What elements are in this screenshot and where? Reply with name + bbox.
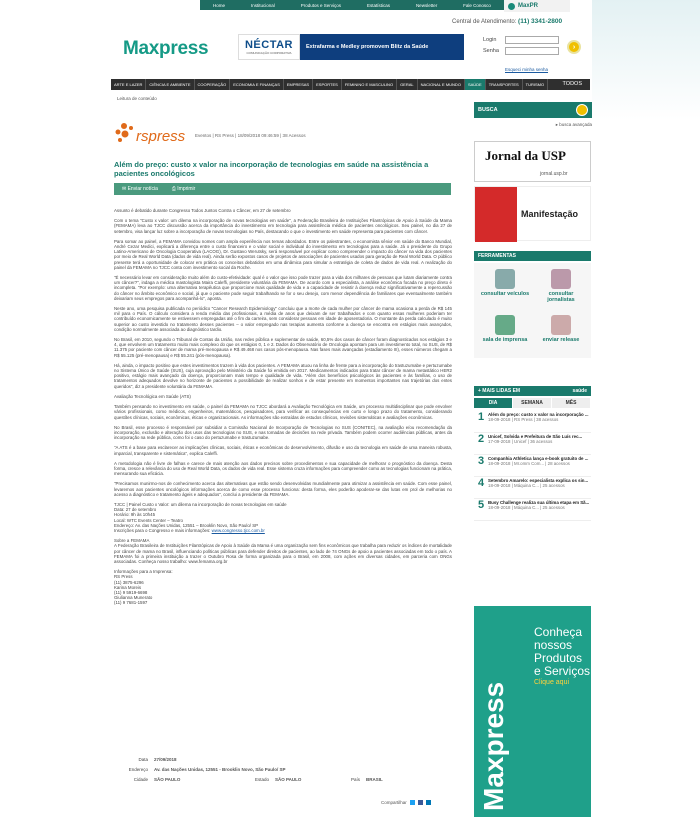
rspress-logo-icon <box>114 118 138 148</box>
login-input[interactable] <box>505 36 559 44</box>
manifestacao-banner[interactable]: Manifestação <box>474 186 591 241</box>
about-femama: Sobre a FEMAMA A Federação Brasileira de Instituições Filantrópicas de Apoio à Saúde da Mama é uma organização sem fins econômicos que trabalha para reduzir os índices de mortalidade por câncer de mama no Brasil, influenciando políticas públicas para defender direitos de pacientes, ao lado de 74 ONGs de apoio a pacientes associadas em todo o país. A FEMAMA foi a primeira instituição a trazer o Outubro Rosa de forma organizada para o Brasil, em 2008, com ações em diversas cidades, em parceria com ONGs associadas. Conheça nosso trabalho: www.femama.org.br <box>114 538 452 564</box>
advanced-search-link[interactable]: ▸ busca avançada <box>555 122 592 127</box>
mais-lidas-tabs <box>474 398 591 408</box>
login-button[interactable]: › <box>567 40 581 54</box>
tool-consultar-jornalistas[interactable]: consultar jornalistas <box>536 269 586 303</box>
nav-empresas[interactable]: EMPRESAS <box>284 79 313 90</box>
share-bar: Compartilhar <box>381 800 431 805</box>
nav-saude[interactable]: SAÚDE <box>465 79 486 90</box>
paragraph: No Brasil, esse processo é responsável por subsidiar a Comissão Nacional de Incorporação de Tecnologias no SUS (CONITEC), na avaliação e/ou recomendação da incorporação, exclusão e alteração dos usos das tecnologias no SUS, e nas tomadas de decisões na rede privada. Também podem ocorrer audiências públicas, antes da incorporação na rede pública, como foi o caso do pertuzumabe e trastuzumabe. <box>114 424 452 441</box>
main-navigation <box>111 79 590 90</box>
topnav-newsletter[interactable]: Newsletter <box>415 2 438 8</box>
newspaper-icon <box>495 269 515 289</box>
paragraph: "A ATS é a base para esclarecer as implicações clínicas, sociais, éticas e econômicas do desenvolvimento, difusão e uso da tecnologia em saúde de uma maneira robusta, imparcial, transparente e sistemática", explica Caleffi. <box>114 445 452 456</box>
twitter-icon[interactable] <box>410 800 415 805</box>
paragraph: Com o tema "Custo x valor: um dilema na incorporação de novas tecnologias em saúde", a Federação Brasileira de Instituições Filantrópicas de Apoio à Saúde da Mama (FEMAMA) leva ao TJCC discussão acerca da importância do investimento em tecnologia para assistência médica de pacientes oncológicos. Seu painel, no dia 27 de setembro, visa lançar luz sobre a incorporação de novas tecnologias no País, destacando o que o investimento em saúde representa para pacientes com câncer. <box>114 218 452 234</box>
login-label: Login <box>483 37 497 43</box>
tool-consultar-veiculos[interactable]: consultar veículos <box>480 269 530 297</box>
search-button[interactable] <box>576 104 588 116</box>
forgot-password-link[interactable]: Esqueci minha senha <box>505 67 549 72</box>
ad-brand: NÉCTAR COMUNICAÇÃO CORPORATIVA <box>238 34 300 60</box>
breadcrumb: Leitura de conteúdo <box>117 96 157 101</box>
rspress-logo <box>114 118 186 150</box>
ad-text: Extrafarma e Medley promovem Blitz da Saúde <box>300 34 464 60</box>
jornal-usp-banner[interactable]: Jornal da USP jornal.usp.br <box>474 141 591 182</box>
event-details: Data 27/09/2018 Endereço Av. das Nações Unidas, 12551 - Brooklin Novo, São Paulo/ SP Cidade SÃO PAULO Estado SÃO PAULO País BRASIL <box>128 757 383 782</box>
section-heading: Avaliação Tecnológica em Saúde (ATS) <box>114 393 191 399</box>
paragraph: A metodologia não é livre de falhas e carece de mais atenção aos dados precisos sobre procedimentos e sua capacidade de melhorar o prognóstico da doença. Desta forma, cresce a relevância do uso de Real World Data, os dados de vida real. Esse sistema cruza informações para compreender como as tecnologias funcionam na prática, mensurando sua eficácia. <box>114 460 452 477</box>
topnav-institucional[interactable]: Institucional <box>250 2 275 8</box>
atendimento: Central de Atendimento: (11) 3341-2800 <box>452 18 563 25</box>
ferramentas-header: FERRAMENTAS <box>474 251 591 261</box>
header-background <box>592 0 700 120</box>
password-input[interactable] <box>505 47 559 55</box>
list-item[interactable]: 5 Busy Challenge realiza sua última etapa em Sã... 18-09-2018 | Máquina C... | 25 acessos <box>474 499 591 521</box>
maxpr-icon <box>508 3 515 10</box>
manifestacao-icon <box>475 187 517 242</box>
article-meta: Eventos | RS Press | 18/09/2018 09:46:59 | 38 Acessos <box>195 133 306 138</box>
list-item[interactable]: 3 Companhia Athletica lança e-book gratuito de ... 18-09-2018 | Mr.omm Com... | 28 acessos <box>474 455 591 477</box>
event-info: TJCC | Painel Custo x Valor: um dilema na incorporação de novas tecnologias em saúde Data: 27 de setembro Horário: 9h às 10h45 Local: WTC Events Center – Teatro Endereço: Av. das Nações Unidas, 12551 – Brooklin Novo, São Paulo/ SP Inscrições para o Congresso e mais informações: www.congresso.tjcc.com.br <box>114 501 287 533</box>
rspress-logo-text: rspress <box>136 128 186 145</box>
ferramentas-panel <box>474 263 591 358</box>
topnav-estatisticas[interactable]: Estatísticas <box>366 2 390 8</box>
tool-enviar-release[interactable]: enviar release <box>536 315 586 343</box>
nav-feminino-masculino[interactable]: FEMININO E MASCULINO <box>342 79 397 90</box>
tab-dia[interactable]: DIA <box>474 398 513 408</box>
nav-geral[interactable]: GERAL <box>397 79 418 90</box>
nav-turismo[interactable]: TURISMO <box>523 79 548 90</box>
press-contacts: Informações para a Imprensa: RS Press (11) 3875-6296 Karina Moreis (11) 9 5919-6698 Giulianna Munerato (11) 9 7681-1597 <box>114 569 173 606</box>
nav-economia-financas[interactable]: ECONOMIA E FINANÇAS <box>230 79 284 90</box>
paragraph: Neste ano, uma pesquisa publicada no periódico "Cancer Research Epidemiology" concluiu que a morte de cada mulher por câncer de mama ocasiona a perda de R$ 145 mil para o País. O cálculo considera a renda média das profissionais, a média de anos que deixam de ser trabalhados e com quanto essas mulheres poderiam ter contribuído economicamente se estivessem empregadas até o fim da carreira, sem considerar pessoas em idade de aposentadoria. O montante da perda calculado é muito superior ao custo investido no tratamento desses pacientes – o valor empregado nas terapias aumenta conforme a doença se encontra em estágios mais avançados, condição normalmente associada ao diagnóstico tardio. <box>114 306 452 332</box>
nav-ciencia-ambiente[interactable]: CIÊNCIA E AMBIENTE <box>146 79 194 90</box>
ad-words: Conheça nossos Produtos e Serviços <box>534 625 591 678</box>
nav-nacional-mundo[interactable]: NACIONAL E MUNDO <box>418 79 465 90</box>
detail-country: BRASIL <box>366 777 383 782</box>
nav-transportes[interactable]: TRANSPORTES <box>486 79 523 90</box>
article-title: Além do preço: custo x valor na incorporação de tecnologias em saúde na assistência a pacientes oncológicos <box>114 160 429 178</box>
linkedin-icon[interactable] <box>426 800 431 805</box>
maxpr-logo[interactable]: MaxPR <box>504 0 570 12</box>
list-item[interactable]: 2 Unicef, Solvida e Prefeitura de São Luís rec... 17-09-2018 | Unicef | 36 acessos <box>474 433 591 455</box>
ad-cta[interactable]: Clique aqui <box>534 679 570 686</box>
monitor-icon <box>495 315 515 335</box>
facebook-icon[interactable] <box>418 800 423 805</box>
article <box>111 104 460 819</box>
paragraph: "É necessário levar em consideração muito além do custo-efetividade: qual é o valor que isso pode trazer para a vida dos milhares de pessoas que lutam diariamente contra um câncer?", indaga a médica mastologista Maira Caleffi, presidente voluntária da FEMAMA. De acordo com a especialista, a análise econômica focada no preço direto é incompleta. "Por exemplo: uma alternativa terapêutica que proporcione mais qualidade de vida e a capacidade de resistir à doença reduz significativamente a repercussão do câncer no âmbito econômico e social, já que o paciente pode seguir trabalhando se for o seu desejo, com menor dependência de familiares que eventualmente também deixariam seus empregos para acompanhá-lo", aponta. <box>114 275 452 301</box>
article-subtitle: Assunto é debatido durante Congresso Todos Juntos Contra o Câncer, em 27 de setembro <box>114 208 291 213</box>
paragraph: Há, ainda, o impacto positivo que estes investimentos trazem à vida dos pacientes. A FEMAMA atuou na linha de frente para a incorporação do trastuzumabe e pertuzumabe no Sistema Único de Saúde (SUS), cuja aprovação pelo Ministério da Saúde foi emitida em 2017. Medicamentos indicados para tratar câncer de mama metastático HER2 positivo, estágio mais avançado da doença, proporcionam mais tempo e qualidade de vida. "Além dos benefícios psicológicos às pacientes e às famílias, o uso de tratamentos adequados devolve no horizonte de pacientes a possibilidade de realizar sonhos e de estar presente em momentos importantes nas trajetórias dos entes queridos", diz a presidente voluntária da FEMAMA. <box>114 362 452 389</box>
sidebar-search <box>474 102 592 128</box>
tool-sala-imprensa[interactable]: sala de imprensa <box>480 315 530 343</box>
topnav-fale-conosco[interactable]: Fale Conosco <box>463 2 491 8</box>
list-item[interactable]: 1 Além do preço: custo x valor na incorporação ... 18-09-2018 | RS Press | 38 acessos <box>474 411 591 433</box>
article-toolbar <box>114 183 451 195</box>
article-body <box>114 208 452 611</box>
detail-city: SÃO PAULO <box>154 777 181 782</box>
top-navigation <box>200 0 504 10</box>
search-bar[interactable]: BUSCA <box>474 102 592 118</box>
detail-date: 27/09/2018 <box>154 757 177 762</box>
paragraph: No Brasil, em 2010, segundo o Tribunal de Contas da União, nas redes pública e suplementar de saúde, 60,5% dos casos de câncer foram diagnosticados nos estágios 3 e 4, que envolvem um tratamento muito mais complexo do que os estágios 0, 1 e 2. Dados do Observatório de Oncologia apontam para um investimento total, no SUS, de R$ 11.375 por paciente com câncer de mama pré-menopausa e R$ 49.468 nos casos pós-menopausa. Nas fases mais avançadas (estadiamento III), esses números chegam a R$ 55.125 (pré-menopausa) e R$ 55.241 (pós-menopausa). <box>114 337 452 358</box>
nav-esportes[interactable]: ESPORTES <box>313 79 342 90</box>
mais-lidas-header: + MAIS LIDAS EM saúde <box>474 386 591 396</box>
atendimento-phone: (11) 3341-2800 <box>518 18 563 25</box>
tab-semana[interactable]: SEMANA <box>513 398 552 408</box>
document-icon <box>551 315 571 335</box>
detail-state: SÃO PAULO <box>275 777 302 782</box>
paragraph: Para somar ao painel, a FEMAMA convidou nomes com ampla experiência nos temas abordados. Entre os palestrantes, o economista sênior em saúde do Banco Mundial, André Cezar Medici, explicará a diferença entre o custo financeiro e o valor social e individual do investimento em tecnologias para a saúde. Já o presidente do Grupo Latino-Americano de Oncologia Cooperativa (LACOG), Dr. Gustavo Werutsky, será responsável por explicar como compreender o impacto do câncer na vida dos pacientes por meio de Real World Data (dados de vida real). Ainda serão expostos casos de projetos de associações de pacientes usados para geração de Real World Data. O público presente terá a oportunidade de colocar em prática os conceitos debatidos em uma dinâmica para simular a estratégia de coleta de dados de vida real. A realização do painel da FEMAMA no TJCC conta com investimento social da Roche. <box>114 238 452 270</box>
send-news-button[interactable]: ✉ Enviar notícia <box>122 186 158 192</box>
paragraph: "Precisamos munirmo-nos de conhecimento acerca das alternativas que estão sendo desenvolvidas mundialmente para otimizar a assistência em saúde. Com esse painel, levaremos aos pacientes oncológicos informações acerca de como esse processo funciona: desta forma, eles poderão apoderar-se das lutas em prol de melhorias no acesso a diagnóstico e tratamento ágeis e adequados", conclui a presidente da FEMAMA. <box>114 481 452 497</box>
site-logo[interactable]: Maxpress <box>123 38 209 59</box>
ad-logo: Maxpress <box>478 681 509 811</box>
congress-link[interactable]: www.congresso.tjcc.com.br <box>211 527 265 533</box>
topnav-home[interactable]: Home <box>212 2 225 8</box>
nav-cooperacao[interactable]: COOPERAÇÃO <box>195 79 231 90</box>
mais-lidas-list <box>474 411 591 521</box>
tab-mes[interactable]: MÊS <box>552 398 591 408</box>
print-button[interactable]: ⎙ Imprimir <box>171 186 196 192</box>
password-label: Senha <box>483 48 499 54</box>
people-icon <box>551 269 571 289</box>
nav-arte-lazer[interactable]: ARTE E LAZER <box>111 79 146 90</box>
paragraph: Também pensando no investimento em saúde, o painel da FEMAMA no TJCC abordará a Avaliação Tecnológica em Saúde, um processo multidisciplinar que pode envolver vários profissionais, como médicos, engenheiros, matemáticos, pesquisadores, para verificar as consequências em curto e longo prazo do tratamento, considerando questões clínicas, sociais, econômicas, éticas e organizacionais. As informações são extraídas de estudos clínicos, revisões sistemáticas e avaliações econômicas. <box>114 404 452 420</box>
topnav-produtos[interactable]: Produtos e Serviços <box>300 2 341 8</box>
maxpress-ad[interactable] <box>474 606 591 817</box>
nav-todos[interactable]: TODOS <box>562 81 582 87</box>
header-ad[interactable] <box>238 34 464 60</box>
detail-address: Av. das Nações Unidas, 12551 - Brooklin Novo, São Paulo/ SP <box>154 767 286 772</box>
list-item[interactable]: 4 Setembro Amarelo: especialista explica os sin... 18-09-2018 | Máquina C... | 25 acessos <box>474 477 591 499</box>
